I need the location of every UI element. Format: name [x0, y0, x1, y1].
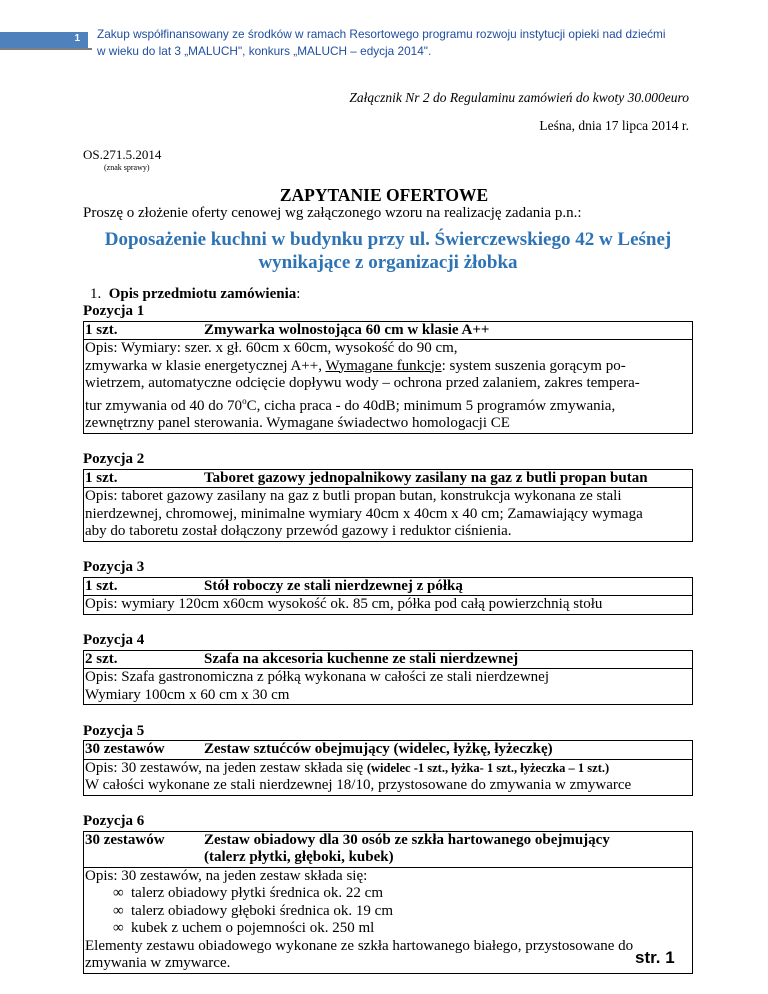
position-4-desc-line: Wymiary 100cm x 60 cm x 30 cm — [85, 686, 290, 703]
text: zmywarka w klasie energetycznej A++, — [85, 357, 326, 374]
position-2-desc-line: aby do taboretu został dołączony przewód gazowy i reduktor ciśnienia. — [85, 523, 512, 539]
position-2-desc-line: Opis: taboret gazowy zasilany na gaz z butli propan butan, konstrukcja wykonana ze stali — [85, 488, 622, 504]
section-number: 1. — [90, 286, 102, 302]
position-4-desc-line: Opis: Szafa gastronomiczna z półką wykonana w całości ze stali nierdzewnej — [85, 669, 549, 685]
position-4-box — [83, 650, 693, 706]
header-page-tab — [0, 32, 88, 48]
positions-list — [83, 303, 693, 974]
position-1-description — [84, 340, 692, 433]
section-label: Opis przedmiotu zamówienia — [108, 286, 297, 302]
set-contents: (widelec -1 szt., łyżka- 1 szt., łyżeczka – 1 szt.) — [366, 760, 610, 775]
case-number: OS.271.5.2014 — [83, 147, 162, 162]
subject-title — [83, 228, 693, 274]
position-6-description — [84, 868, 692, 973]
position-1-desc-line: Opis: Wymiary: szer. x gł. 60cm x 60cm, wysokość do 90 cm, — [85, 340, 458, 356]
section-heading — [90, 286, 300, 303]
header-rule — [0, 48, 92, 50]
text: Opis: 30 zestawów, na jeden zestaw składa się — [85, 759, 367, 776]
position-1-header — [84, 322, 692, 341]
place-date: Leśna, dnia 17 lipca 2014 r. — [539, 118, 689, 133]
text: : system suszenia gorącym po- — [441, 357, 626, 374]
position-5-description — [84, 760, 692, 795]
position-3-qty: 1 szt. — [85, 577, 118, 594]
position-3-header — [84, 578, 692, 597]
degree: o — [242, 395, 247, 406]
text: tur zmywania od 40 do 70 — [85, 397, 243, 414]
header-line-1: Zakup współfinansowany ze środków w ramach Resortowego programu rozwoju instytucji opieki nad dziećmi — [97, 27, 666, 41]
position-1-qty: 1 szt. — [85, 321, 118, 338]
position-6-name-line: (talerz płytki, głęboki, kubek) — [204, 849, 394, 865]
position-5-name: Zestaw sztućców obejmujący (widelec, łyżkę, łyżeczkę) — [204, 741, 553, 757]
position-6-desc-line: Elementy zestawu obiadowego wykonane ze szkła hartowanego białego, przystosowane do — [85, 937, 634, 954]
position-2-name: Taboret gazowy jednopalnikowy zasilany na gaz z butli propan butan — [204, 469, 648, 486]
position-5-desc-line — [85, 760, 692, 778]
position-4-qty: 2 szt. — [85, 650, 118, 667]
document-title: ZAPYTANIE OFERTOWE — [279, 185, 489, 205]
list-item: ∞ talerz obiadowy płytki średnica ok. 22 cm — [113, 885, 692, 903]
subject-line-2: wynikające z organizacji żłobka — [258, 252, 518, 273]
position-4-description — [84, 669, 692, 704]
header-line-2: w wieku do lat 3 „MALUCH", konkurs „MALUCH – edycja 2014". — [97, 44, 432, 58]
header-page-number: 1 — [74, 33, 80, 44]
header-text — [97, 26, 727, 60]
attachment-note: Załącznik Nr 2 do Regulaminu zamówień do kwoty 30.000euro — [349, 90, 689, 105]
position-5-desc-line: W całości wykonane ze stali nierdzewnej 18/10, przystosowane do zmywania w zmywarce — [85, 777, 632, 793]
position-6-label: Pozycja 6 — [83, 813, 145, 829]
position-6-desc-line: Opis: 30 zestawów, na jeden zestaw składa się: — [85, 867, 368, 884]
position-2-label: Pozycja 2 — [83, 451, 145, 467]
position-4-header — [84, 651, 692, 670]
position-6-bullets — [85, 885, 692, 938]
required-functions: Wymagane funkcje — [325, 357, 442, 374]
text: C, cicha praca - do 40dB; minimum 5 programów zmywania, — [246, 397, 616, 414]
case-note: (znak sprawy) — [104, 163, 150, 172]
position-5-box — [83, 740, 693, 796]
position-1-desc-line — [85, 393, 692, 416]
position-6-qty: 30 zestawów — [85, 831, 165, 848]
position-3-desc-line: Opis: wymiary 120cm x60cm wysokość ok. 85 cm, półka pod całą powierzchnią stołu — [85, 596, 603, 612]
position-2-box — [83, 469, 693, 542]
position-5-qty: 30 zestawów — [85, 741, 165, 757]
position-6-desc-line: zmywania w zmywarce. — [85, 955, 231, 971]
position-3-box — [83, 577, 693, 615]
list-item: ∞ talerz obiadowy głęboki średnica ok. 19 cm — [113, 903, 692, 921]
position-4-label: Pozycja 4 — [83, 632, 145, 648]
position-5-header — [84, 741, 692, 760]
position-6-header — [84, 832, 692, 868]
position-1-name: Zmywarka wolnostojąca 60 cm w klasie A++ — [204, 321, 490, 338]
position-1-desc-line: wietrzem, automatyczne odcięcie dopływu wody – ochrona przed zalaniem, zakres tempera- — [85, 375, 640, 391]
position-1-desc-line — [85, 358, 692, 376]
request-text: Proszę o złożenie oferty cenowej wg załączonego wzoru na realizację zadania p.n.: — [83, 205, 582, 221]
position-4-name: Szafa na akcesoria kuchenne ze stali nierdzewnej — [204, 650, 519, 667]
subject-line-1: Doposażenie kuchni w budynku przy ul. Świerczewskiego 42 w Leśnej — [104, 229, 672, 250]
section-colon: : — [296, 286, 301, 302]
position-6-box — [83, 831, 693, 974]
position-5-label: Pozycja 5 — [83, 722, 145, 739]
position-3-label: Pozycja 3 — [83, 559, 145, 575]
position-2-desc-line: nierdzewnej, chromowej, minimalne wymiary 40cm x 40cm x 40 cm; Zamawiający wymaga — [85, 505, 643, 522]
position-6-name — [204, 832, 692, 867]
position-3-name: Stół roboczy ze stali nierdzewnej z półką — [204, 577, 463, 594]
position-6-name-line: Zestaw obiadowy dla 30 osób ze szkła hartowanego obejmujący — [204, 831, 610, 848]
page-number: str. 1 — [635, 948, 675, 967]
list-item: ∞ kubek z uchem o pojemności ok. 250 ml — [113, 920, 692, 938]
position-2-qty: 1 szt. — [85, 469, 118, 486]
position-1-label: Pozycja 1 — [83, 303, 145, 319]
position-3-description — [84, 596, 692, 614]
position-1-desc-line: zewnętrzny panel sterowania. Wymagane świadectwo homologacji CE — [85, 415, 510, 431]
position-2-description — [84, 488, 692, 541]
position-2-header — [84, 470, 692, 489]
position-1-box — [83, 321, 693, 434]
